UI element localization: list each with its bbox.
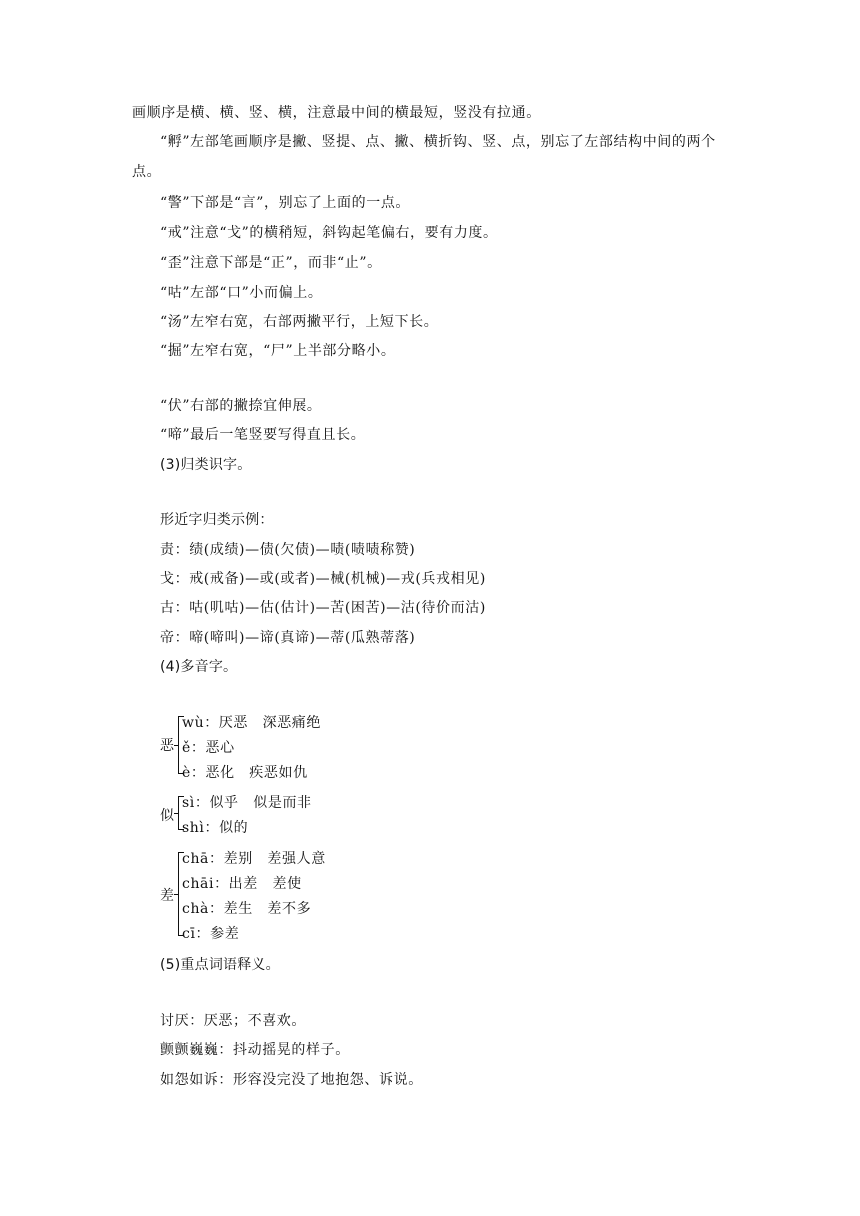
similar-char-line: 帝：啼(啼叫)—谛(真谛)—蒂(瓜熟蒂落)	[160, 630, 416, 646]
reading-line: wù：厌恶 深恶痛绝	[182, 715, 321, 731]
term-definition: 如怨如诉：形容没完没了地抱怨、诉说。	[160, 1072, 423, 1088]
paragraph-wrapped: “孵”左部笔画顺序是撇、竖提、点、撇、横折钩、竖、点，别忘了左部结构中间的两个点。	[132, 134, 716, 180]
polyphone-char: 差	[160, 888, 174, 904]
section-heading: (5)重点词语释义。	[160, 957, 280, 973]
similar-char-line: 责：绩(成绩)—债(欠债)—啧(啧啧称赞)	[160, 542, 416, 558]
paragraph-line: “伏”右部的撇捺宜伸展。	[160, 398, 322, 414]
paragraph-line: “歪”注意下部是“正”，而非“止”。	[160, 255, 382, 271]
paragraph-line: 画顺序是横、横、竖、横，注意最中间的横最短，竖没有拉通。	[132, 105, 541, 121]
reading-line: chà：差生 差不多	[182, 901, 312, 917]
reading-line: è：恶化 疾恶如仇	[182, 765, 308, 781]
paragraph-line: “掘”左窄右宽，“尸”上半部分略小。	[160, 343, 396, 359]
term-definition: 颤颤巍巍：抖动摇晃的样子。	[160, 1042, 350, 1058]
term-definition: 讨厌：厌恶；不喜欢。	[160, 1013, 306, 1029]
subheading: 形近字归类示例：	[160, 512, 274, 528]
polyphone-char: 恶	[160, 738, 174, 754]
similar-char-line: 古：咕(叽咕)—估(估计)—苦(困苦)—沽(待价而沽)	[160, 600, 486, 616]
reading-line: chā：差别 差强人意	[182, 851, 326, 867]
reading-line: shì：似的	[182, 820, 249, 836]
section-heading: (4)多音字。	[160, 659, 238, 675]
paragraph-line: “啼”最后一笔竖要写得直且长。	[160, 427, 366, 443]
paragraph-line: “警”下部是“言”，别忘了上面的一点。	[160, 195, 411, 211]
section-heading: (3)归类识字。	[160, 457, 252, 473]
reading-line: sì：似乎 似是而非	[182, 795, 312, 811]
reading-line: cī：参差	[182, 926, 240, 942]
paragraph-line: “汤”左窄右宽，右部两撇平行，上短下长。	[160, 314, 439, 330]
paragraph-line: “戒”注意“戈”的横稍短，斜钩起笔偏右，要有力度。	[160, 225, 498, 241]
reading-line: ě：恶心	[182, 740, 235, 756]
reading-line: chāi：出差 差使	[182, 876, 302, 892]
paragraph-line: “咕”左部“口”小而偏上。	[160, 285, 323, 301]
similar-char-line: 戈：戒(戒备)—或(或者)—械(机械)—戎(兵戎相见)	[160, 571, 486, 587]
polyphone-char: 似	[160, 808, 174, 824]
